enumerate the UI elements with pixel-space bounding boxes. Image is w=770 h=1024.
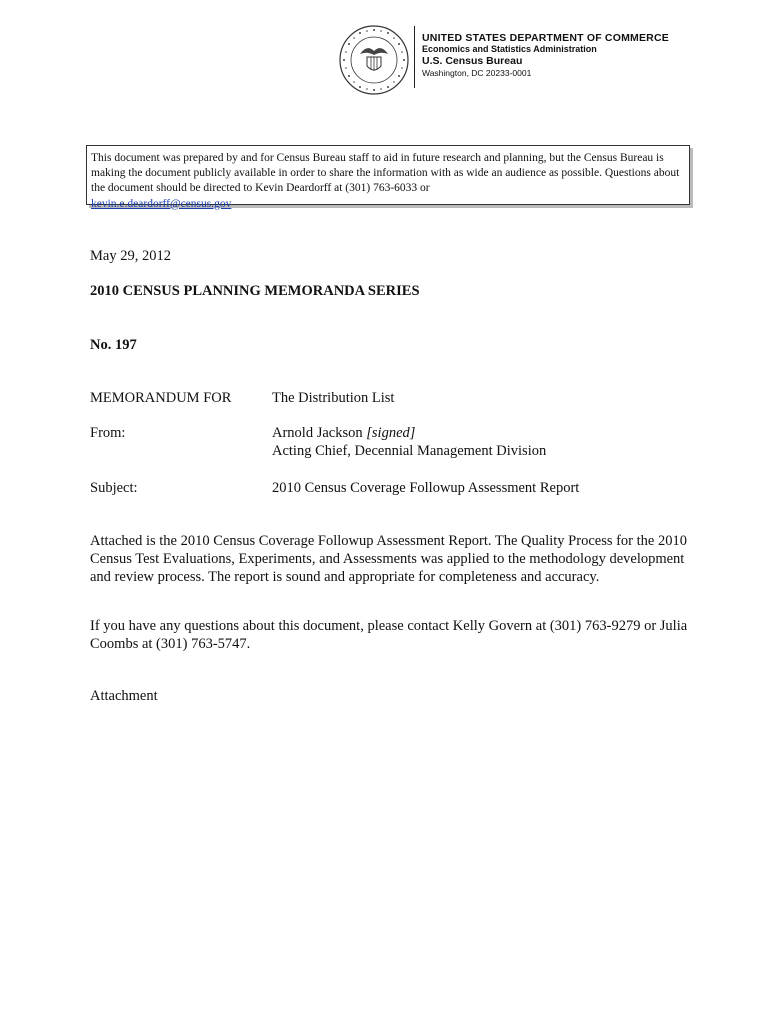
from-title: Acting Chief, Decennial Management Division (272, 443, 547, 459)
commerce-department-seal-icon (338, 24, 410, 96)
subject-value: 2010 Census Coverage Followup Assessment Report (272, 480, 580, 496)
attachment-label: Attachment (90, 688, 158, 704)
notice-email-link[interactable]: kevin.e.deardorff@census.gov (91, 197, 232, 210)
signed-mark: [signed] (366, 425, 416, 441)
series-title: 2010 CENSUS PLANNING MEMORANDA SERIES (90, 283, 420, 299)
body-paragraph-2: If you have any questions about this document, please contact Kelly Govern at (301) 763-9279 or Julia Coombs at (301) 763-5747. (90, 618, 688, 652)
notice-box (86, 145, 690, 210)
notice-text: This document was prepared by and for Census Bureau staff to aid in future research and planning, but the Census Bureau is making the document publicly available in order to share the information with as wide an audience as possible. Questions about the document should be directed to Kevin Deardorff at (301) 763-6033 or (91, 152, 680, 195)
memorandum-for-label: MEMORANDUM FOR (90, 390, 232, 406)
memo-number: No. 197 (90, 337, 137, 353)
subject-label: Subject: (90, 480, 138, 496)
department-name: UNITED STATES DEPARTMENT OF COMMERCE (422, 32, 669, 44)
from-label: From: (90, 425, 126, 441)
body-paragraph-1: Attached is the 2010 Census Coverage Followup Assessment Report. The Quality Process for the 2010 Census Test Evaluations, Experiments, and Assessments was applied to the methodology development and review process. The report is sound and appropriate for completeness and accuracy. (90, 533, 687, 585)
letterhead-divider (414, 26, 415, 88)
bureau-name: U.S. Census Bureau (422, 55, 523, 67)
administration-name: Economics and Statistics Administration (422, 44, 597, 54)
memo-date: May 29, 2012 (90, 248, 171, 264)
from-name (272, 426, 415, 441)
from-name-text: Arnold Jackson (272, 425, 363, 441)
bureau-address: Washington, DC 20233-0001 (422, 68, 532, 78)
memorandum-for-value: The Distribution List (272, 390, 395, 406)
